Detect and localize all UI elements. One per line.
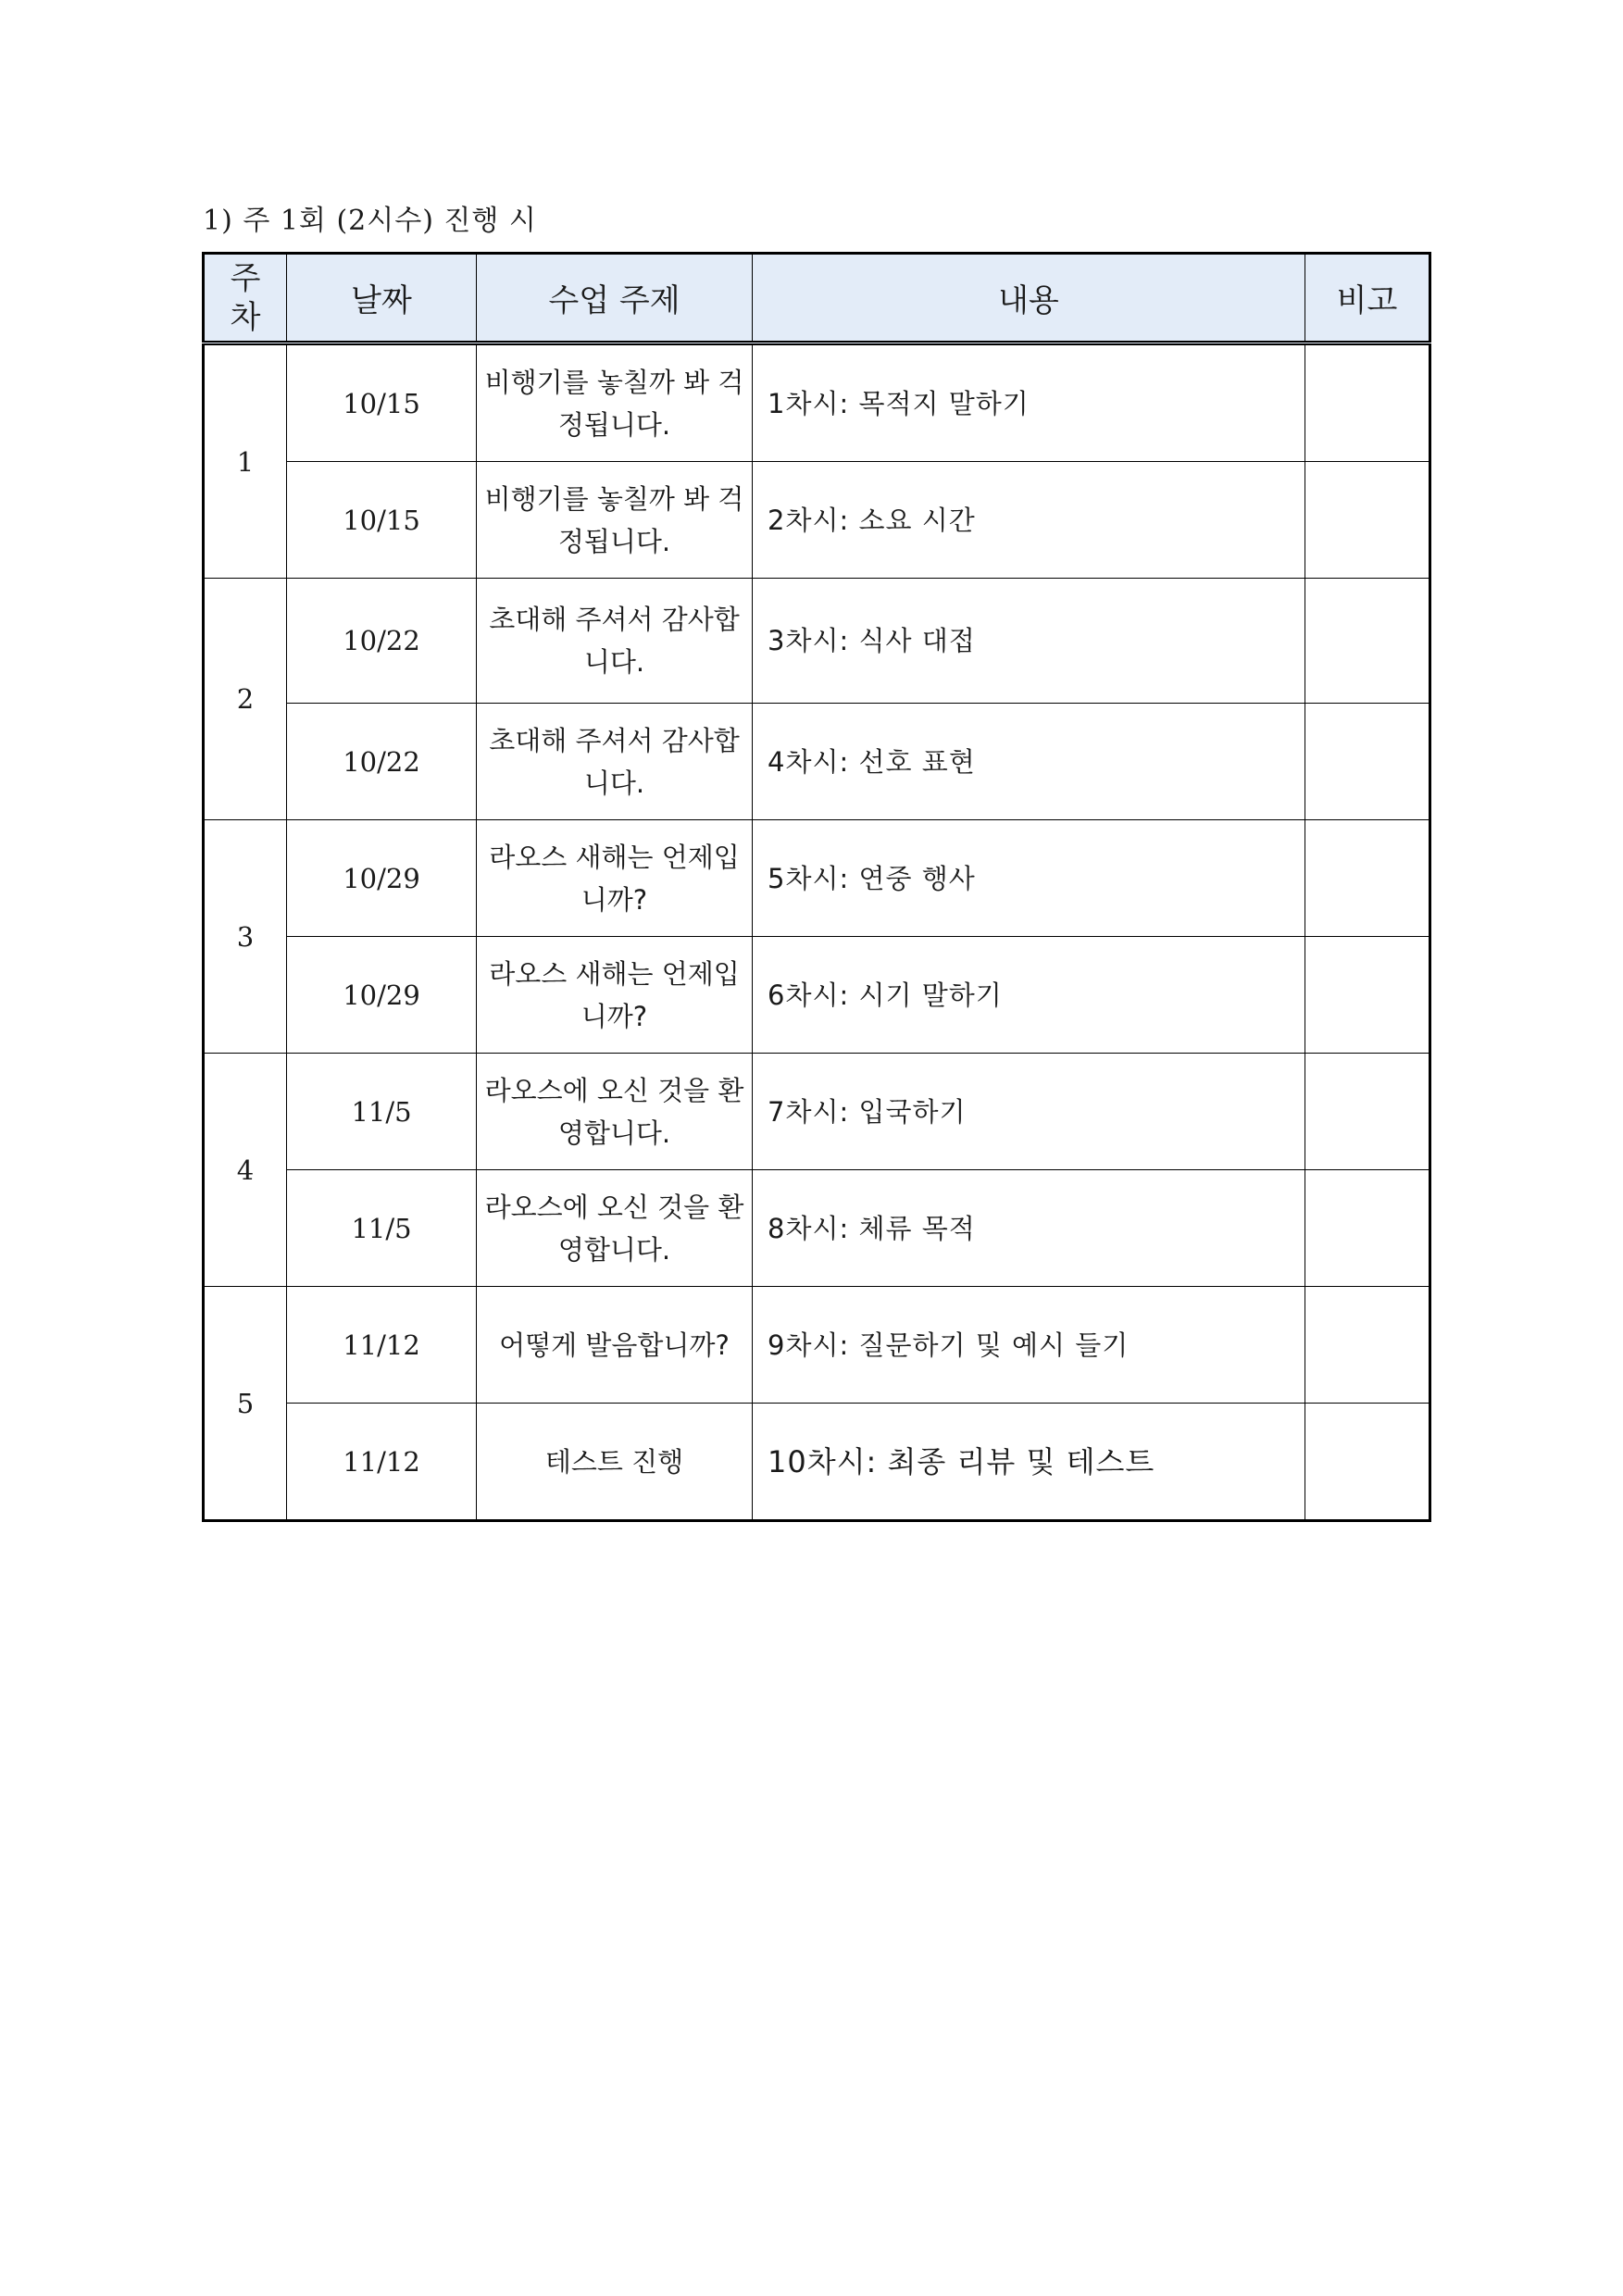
date-cell: 10/22 — [287, 704, 477, 820]
date-cell: 11/12 — [287, 1404, 477, 1521]
table-row — [204, 1054, 1430, 1170]
note-cell — [1305, 1404, 1430, 1521]
topic-cell: 초대해 주셔서 감사합니다. — [477, 704, 753, 820]
table-row — [204, 937, 1430, 1054]
week-number-cell: 1 — [204, 343, 287, 579]
content-cell: 1차시: 목적지 말하기 — [753, 343, 1305, 462]
header-content: 내용 — [753, 254, 1305, 343]
content-cell: 4차시: 선호 표현 — [753, 704, 1305, 820]
table-row — [204, 1287, 1430, 1404]
content-cell: 6차시: 시기 말하기 — [753, 937, 1305, 1054]
topic-cell: 비행기를 놓칠까 봐 걱정됩니다. — [477, 343, 753, 462]
note-cell — [1305, 462, 1430, 579]
table-row — [204, 343, 1430, 462]
topic-cell: 라오스에 오신 것을 환영합니다. — [477, 1170, 753, 1287]
note-cell — [1305, 937, 1430, 1054]
table-row — [204, 704, 1430, 820]
section-title: 1) 주 1회 (2시수) 진행 시 — [203, 205, 537, 237]
note-cell — [1305, 1287, 1430, 1404]
topic-cell: 라오스에 오신 것을 환영합니다. — [477, 1054, 753, 1170]
table-row — [204, 1170, 1430, 1287]
content-cell: 5차시: 연중 행사 — [753, 820, 1305, 937]
date-cell: 11/12 — [287, 1287, 477, 1404]
content-cell: 7차시: 입국하기 — [753, 1054, 1305, 1170]
topic-cell: 라오스 새해는 언제입니까? — [477, 820, 753, 937]
topic-cell: 초대해 주셔서 감사합니다. — [477, 579, 753, 704]
table-row — [204, 579, 1430, 704]
date-cell: 10/29 — [287, 820, 477, 937]
table-row — [204, 820, 1430, 937]
date-cell: 10/29 — [287, 937, 477, 1054]
note-cell — [1305, 820, 1430, 937]
topic-cell: 테스트 진행 — [477, 1404, 753, 1521]
content-cell: 8차시: 체류 목적 — [753, 1170, 1305, 1287]
date-cell: 11/5 — [287, 1170, 477, 1287]
note-cell — [1305, 579, 1430, 704]
header-date: 날짜 — [287, 254, 477, 343]
content-cell: 2차시: 소요 시간 — [753, 462, 1305, 579]
note-cell — [1305, 1054, 1430, 1170]
date-cell: 11/5 — [287, 1054, 477, 1170]
header-topic: 수업 주제 — [477, 254, 753, 343]
content-cell: 10차시: 최종 리뷰 및 테스트 — [753, 1404, 1305, 1521]
table-row — [204, 1404, 1430, 1521]
date-cell: 10/15 — [287, 343, 477, 462]
table-row — [204, 462, 1430, 579]
content-cell: 3차시: 식사 대접 — [753, 579, 1305, 704]
note-cell — [1305, 343, 1430, 462]
schedule-table — [202, 252, 1431, 1522]
note-cell — [1305, 1170, 1430, 1287]
header-note: 비고 — [1305, 254, 1430, 343]
topic-cell: 어떻게 발음합니까? — [477, 1287, 753, 1404]
note-cell — [1305, 704, 1430, 820]
header-week-part: 차 — [230, 298, 261, 336]
header-week — [204, 254, 287, 343]
week-number-cell: 3 — [204, 820, 287, 1054]
topic-cell: 라오스 새해는 언제입니까? — [477, 937, 753, 1054]
week-number-cell: 2 — [204, 579, 287, 820]
date-cell: 10/22 — [287, 579, 477, 704]
topic-cell: 비행기를 놓칠까 봐 걱정됩니다. — [477, 462, 753, 579]
content-cell: 9차시: 질문하기 및 예시 들기 — [753, 1287, 1305, 1404]
week-number-cell: 4 — [204, 1054, 287, 1287]
week-number-cell: 5 — [204, 1287, 287, 1521]
header-week-part: 주 — [230, 259, 261, 297]
header-row — [204, 254, 1430, 343]
date-cell: 10/15 — [287, 462, 477, 579]
